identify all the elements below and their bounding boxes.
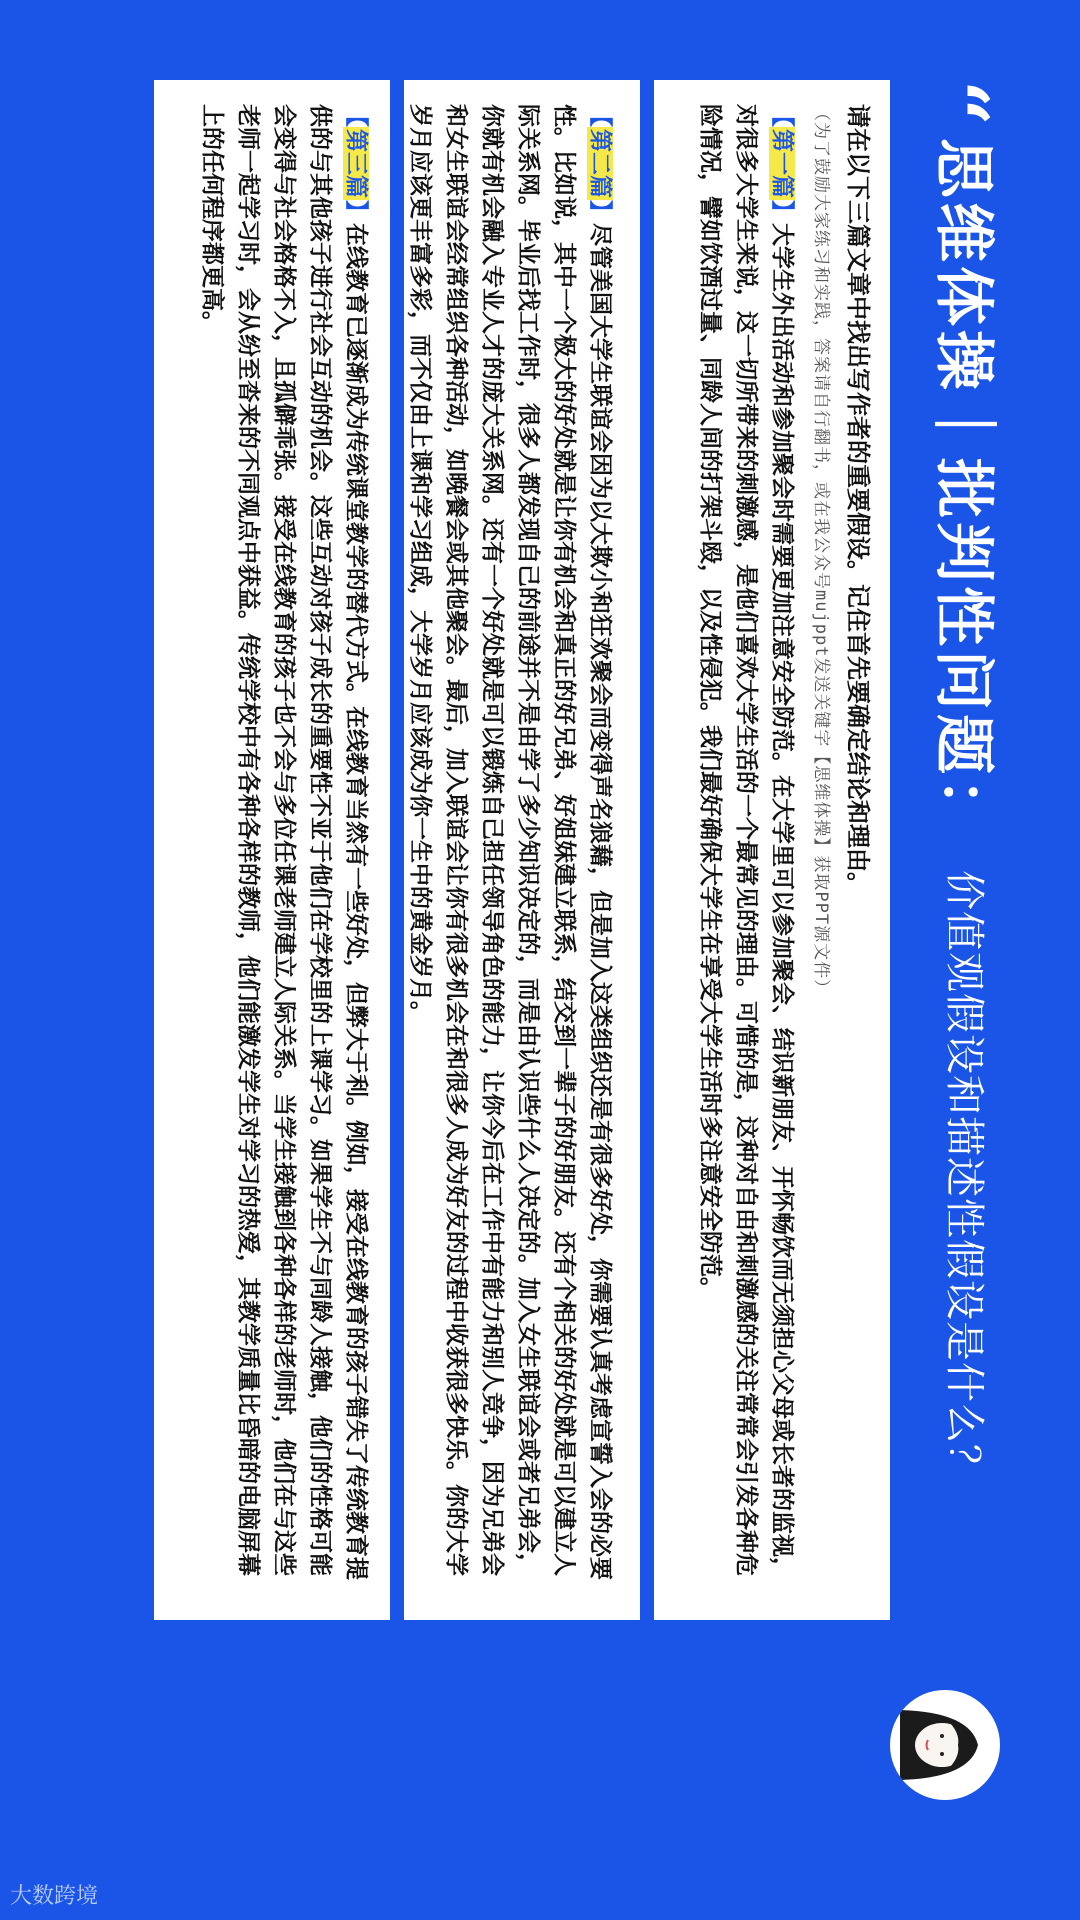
avatar [890, 1690, 1000, 1800]
article-1 [692, 104, 800, 1596]
header [914, 80, 1022, 1520]
article-2 [402, 104, 618, 1596]
watermark: 大数跨境 [10, 1884, 99, 1909]
article-card-2 [404, 80, 640, 1620]
hint-text: （为了鼓励大家练习和实践，答案请自行翻书，或在我公众号mujppt发送关键字【思维体操】获取PPT源文件） [811, 104, 831, 998]
article-3-text: 在线教育已逐渐成为传统课堂教学的替代方式。在线教育当然有一些好处，但弊大于利。例如，接受在线教育的孩子错失了传统教育提供的与其他孩子进行社会互动的机会。这些互动对孩子成长的重要性不亚于他们在学校里的上课学习。如果学生不与同龄人接触，他们的性格可能会变得与社会格格不入，且孤僻乖张。接受在线教育的孩子也不会与多位任课老师建立人际关系。当学生接触到各种各样的老师时，他们在与这些老师一起学习时，会从纷至沓来的不同观点中获益。传统学校中有各种各样的教师，他们能激发学生对学习的热爱，其教学质量比昏暗的电脑屏幕上的任何程序都更高。 [199, 104, 369, 1580]
article-1-tag: 【第一篇】 [769, 104, 795, 223]
article-2-text: 尽管美国大学生联谊会因为以大欺小和狂欢聚会而变得声名狼藉，但是加入这类组织还是有很多好处，你需要认真考虑宣誓入会的必要性。比如说，其中一个极大的好处就是让你有机会和真正的好兄弟、好姐妹建立联系，结交到一辈子的好朋友。还有个相关的好处就是可以建立人际关系网。毕业后找工作时，很多人都发现自己的前途并不是由学了多少知识决定的，而是由认识些什么人决定的。加入女生联谊会或者兄弟会，你就有机会融入专业人才的庞大关系网。还有一个好处就是可以锻炼自己担任领导角色的能力，让你今后在工作中有能力和别人竞争，因为兄弟会和女生联谊会经常组织各种活动，如晚餐会或其他聚会。最后，加入联谊会让你有很多机会在和很多人成为好友的过程中收获很多快乐。你的大学岁月应该更丰富多彩，而不仅由上课和学习组成，大学岁月应该成为你一生中的黄金岁月。 [407, 104, 613, 1580]
article-card-3 [154, 80, 390, 1620]
article-2-tag: 【第二篇】 [587, 104, 613, 223]
article-3 [194, 104, 374, 1596]
instruction-text: 请在以下三篇文章中找出写作者的重要假设。记住首先要确定结论和理由。 [844, 104, 872, 896]
page-title: 思维体操｜批判性问题： [928, 138, 998, 843]
quote-mark-icon: “ [912, 80, 1006, 127]
avatar-portrait-icon [890, 1690, 1000, 1800]
page-subtitle: 价值观假设和描述性假设是什么？ [941, 870, 988, 1486]
instructions-card [654, 80, 890, 1620]
article-1-text: 大学生外出活动和参加聚会时需要更加注意安全防范。在大学里可以参加聚会、结识新朋友、开怀畅饮而无须担心父母或长者的监视，对很多大学生来说，这一切所带来的刺激感，是他们喜欢大学生活的一个最常见的理由。可惜的是，这种对自由和刺激感的关注常常会引发各种危险情况，譬如饮酒过量、同龄人间的打架斗殴，以及性侵犯。我们最好确保大学生在享受大学生活时多注意安全防范。 [697, 104, 795, 1580]
article-3-tag: 【第三篇】 [343, 104, 369, 223]
